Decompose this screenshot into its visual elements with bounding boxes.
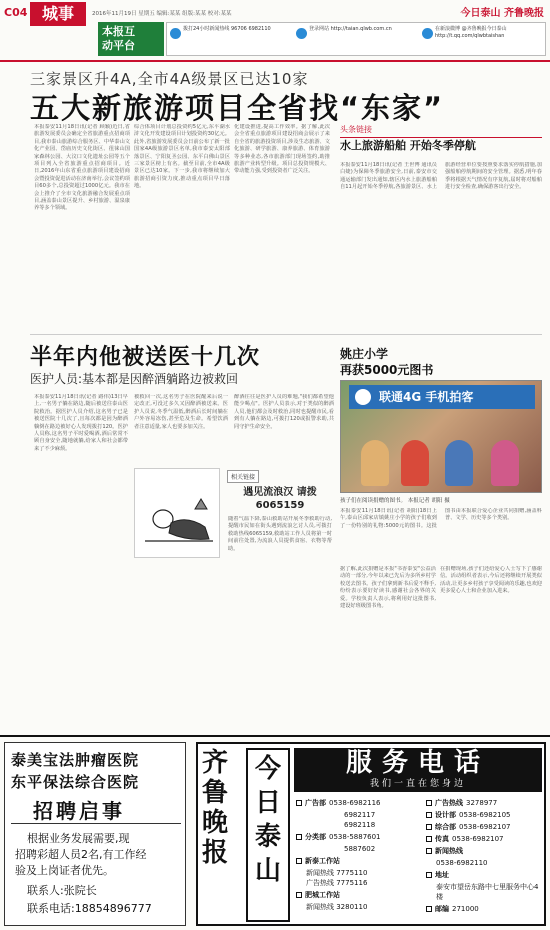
main-body-col3: 化建设推进,提高工作效率。据了解,此次会全省重点旅游项目建设招商会展示了来自全省的旅游投资项目,涉及生态旅游、文化旅游、研学旅游、康养旅游、体育旅游等多种业态,各市旅游部门现场签约,助推旅游产业转型升级。项目总投资规模大、带动能力强,受到投资者广泛关注。 [234,124,330,175]
main-body-col1: 本报泰安11月18日讯(记者 顾颖)近日,省旅游发展委员会确定全省旅游重点招商项目,我市泰山旅游综合服务区、中华泰山文化产业园、岱庙历史文化街区、徂徕山国家森林公园、大汶口文化遗址公园等五个项目列入全省旅游重点招商项目。近日,2016年山东省重点旅游项目建设招商会暨投资促进活动在济南举行,会议签约项目60多个,总投资超过1000亿元。我市在会上推介了全市文化旅游融合发展重点项目,涵盖泰山景区提升、乡村旅游、温泉康养等多个领域。 [34,124,130,212]
story2-body-col3: 醉酒往往是医护人员的难题,"我们都希望他能少喝点"。医护人员表示,对于类似的醉酒人员,他们都会及时救治,同时也提醒市民,看到有人躺在路边,可拨打120或报警求助,共同守护生命安全。 [234,394,334,430]
service-number: 0538-6982110 [436,859,488,867]
service-address: 泰安市望岳东路中七里服务中心4楼 [436,883,539,901]
service-item: 广告部 0538-6982116 [296,798,418,808]
ad-text-line: 招聘彩超人员2名,有工作经 [15,848,147,861]
service-item: 分类部 0538-5887601 [296,832,418,842]
square-bullet-icon [426,836,432,842]
service-item: 设计部 0538-6982105 [426,810,544,820]
hospital-recruitment-ad [4,742,186,926]
child-figure [401,440,429,486]
contact-weibo: 在新浪微博 @齐鲁晚报今日泰山 http://t.qq.com/qlwbtaishan [419,23,545,55]
date-line: 2016年11月19日 星期五 编辑:某某 组版:某某 校对:某某 [92,11,232,17]
school-body-3: 在捐赠现场,孩子们还给爱心人士写下了感谢信。活动组织者表示,今后还将继续开展类似活动,让更多乡村孩子享受阅读的乐趣,也欢迎更多爱心人士和企业加入进来。 [440,566,542,595]
service-title-bar [294,748,542,792]
service-number: 6982117 [344,811,376,819]
hospital-name-2: 东平保法综合医院 [11,773,140,791]
phone-icon [170,28,181,39]
service-slogan: 我们一直在您身边 [369,779,466,789]
sidebar-title: 水上旅游船舶 开始冬季停航 [340,139,476,152]
service-item: 广告热线 3278977 [426,798,544,808]
sidebar-body: 本报泰安11月18日讯(记者 王世博 通讯员 白婕)为保障冬季旅游安全,日前,泰安市交通运输部门发出通知,辖区内水上旅游船舶自11月起开始冬季停航,各旅游景区、水上旅游经营单位要按照要求落实停航措施,加强船舶停航期间的安全管理。据悉,明年春季将根据天气情况有序复航,届时将对船舶进行安全检查,确保游客出行安全。 [340,162,542,191]
hospital-name-1: 泰美宝法肿瘤医院 [11,751,140,769]
related-link-label: 相关链接 [227,470,259,483]
badge-line-2: 动平台 [102,39,135,52]
service-item: 传真 0538-6982107 [426,834,544,844]
main-kicker: 三家景区升4A,全市4A级景区已达10家 [30,70,309,88]
child-figure [491,440,519,486]
child-figure [445,440,473,486]
square-bullet-icon [426,848,432,854]
section-divider [30,334,542,335]
notice-body: 随着气温下降,泰山救助站开展冬季救助行动,提醒市民如在街头遇到流浪乞讨人员,可拨打救助热线6065159,救助站工作人员将第一时间前往处置,为流浪人员提供食宿、衣物等帮助。 [228,516,332,552]
page-number: C04 [4,6,28,19]
ad-text-line: 根据业务发展需要,现 [27,832,130,845]
sidebar-label: 头条链接 [340,124,542,138]
main-body-col2: 综合体项目计划总投资约5亿元,东平湖水浒文化开发建设项目计划投资约30亿元。此外,省旅游发展委员会日前公布了新一批国家4A级旅游景区名单,我市泰安太阳部落景区、宁阳复圣公园、东平白佛山景区三家景区榜上有名。截至目前,全市4A级景区已达10家。下一步,我市将继续加大旅游招商引资力度,推动重点项目早日落地。 [134,124,230,190]
vertical-brand-qilu: 齐 鲁 晚 报 [202,748,229,868]
service-number: 6982118 [344,821,376,829]
service-item: 新泰工作站 [296,856,418,866]
section-title: 城事 [30,2,86,26]
header-rule [0,60,550,62]
story2-body-col1: 本报泰安11月18日讯(记者 路伟)13日早上,一名男子躺在路边,随后被送往泰山医院救治。据医护人员介绍,这名男子已是被送医院十几次了,且每次都是因为醉酒躺倒在路边被好心人发现拨打120。医护人员称,这名男子平时爱喝酒,酒后常常不顾自身安全,随地就躺,给家人和社会都带来了不少麻烦。 [34,394,128,452]
badge-line-1: 本报互 [102,25,135,38]
service-phone-ad [196,742,546,926]
child-figure [361,440,389,486]
story2-subheadline: 医护人员:基本都是因醉酒躺路边被救回 [30,372,239,386]
square-bullet-icon [296,834,302,840]
sleeping-man-illustration [134,468,220,558]
ad-separator [0,735,550,737]
service-title: 服务电话 [345,748,490,778]
main-headline: 五大新旅游项目全省找“东家” [30,91,445,125]
square-bullet-icon [426,824,432,830]
square-bullet-icon [296,892,302,898]
service-item: 新闻热线 [426,846,544,856]
photo-caption: 孩子们在阅读捐赠的图书。 本报记者 胡阳 摄 [340,498,450,504]
unicom-icon [355,389,371,405]
contact-person: 联系人:张院长 [27,884,97,897]
contact-hotline: 拨打24小时新闻热线 96706 6982110 [167,23,293,55]
service-list-right [426,798,544,916]
photo-banner: 联通4G 手机拍客 [349,385,535,409]
brand-logo: 今日泰山 齐鲁晚报 [460,8,544,19]
school-body-2: 据了解,此次捐赠是本报"书香泰安"公益活动的一部分,今年以来已先后为多所乡村学校送去图书。孩子们拿到新书后爱不释手,纷纷表示要好好读书,感谢社会各界的关爱。学校负责人表示,将利用好这批图书,建设好班级图书角。 [340,566,436,610]
service-number: 广告热线 7775116 [306,879,368,887]
service-item: 综合部 0538-6982107 [426,822,544,832]
service-item: 邮编 271000 [426,904,544,914]
service-number: 新闻热线 3280110 [306,903,368,911]
school-title-1: 姚庄小学 [340,347,389,361]
school-title-2: 再获5000元图书 [340,363,434,377]
recruitment-title: 招聘启事 [33,799,125,823]
square-bullet-icon [296,858,302,864]
service-number: 新闻热线 7775110 [306,869,368,877]
square-bullet-icon [296,800,302,806]
illustration-drawing [135,469,221,559]
page-header [0,0,550,62]
story2-body-col2: 被救回一次,这名男子在医院醒来后说一定改正,可没过多久又因醉酒被送来。医护人员说,冬季气温低,醉酒后长时间躺在户外容易冻伤,甚至危及生命。希望饮酒者注意适量,家人也要多加关注。 [134,394,228,430]
service-item: 地址 [426,870,544,880]
weibo-icon [422,28,433,39]
story2-headline: 半年内他被送医十几次 [30,345,261,370]
ad-text-line: 验及上岗证者优先。 [15,864,114,877]
school-body-1: 本报泰安11月18日讯(记者 胡阳)18日上午,泰山区邱家店镇姚庄小学的孩子们收到了一份特别的礼物:5000元的图书。这批图书由本报联合爱心企业共同捐赠,涵盖科普、文学、历史等多个类别。 [340,508,542,529]
service-item: 肥城工作站 [296,890,418,900]
interaction-platform-badge [98,22,164,56]
ad-divider [11,823,181,824]
square-bullet-icon [426,800,432,806]
vertical-brand-taishan: 今 日 泰 山 [246,748,290,922]
square-bullet-icon [426,812,432,818]
contact-phone: 联系电话:18854896777 [27,902,152,915]
web-icon [296,28,307,39]
school-photo [340,380,542,493]
square-bullet-icon [426,906,432,912]
service-list-left [296,798,418,912]
contact-strip [166,22,546,56]
service-number: 5887602 [344,845,376,853]
contact-website: 登录网站 http://taian.qlwb.com.cn [293,23,419,55]
notice-title: 遇见流浪汉 请拨6065159 [243,487,317,511]
square-bullet-icon [426,872,432,878]
